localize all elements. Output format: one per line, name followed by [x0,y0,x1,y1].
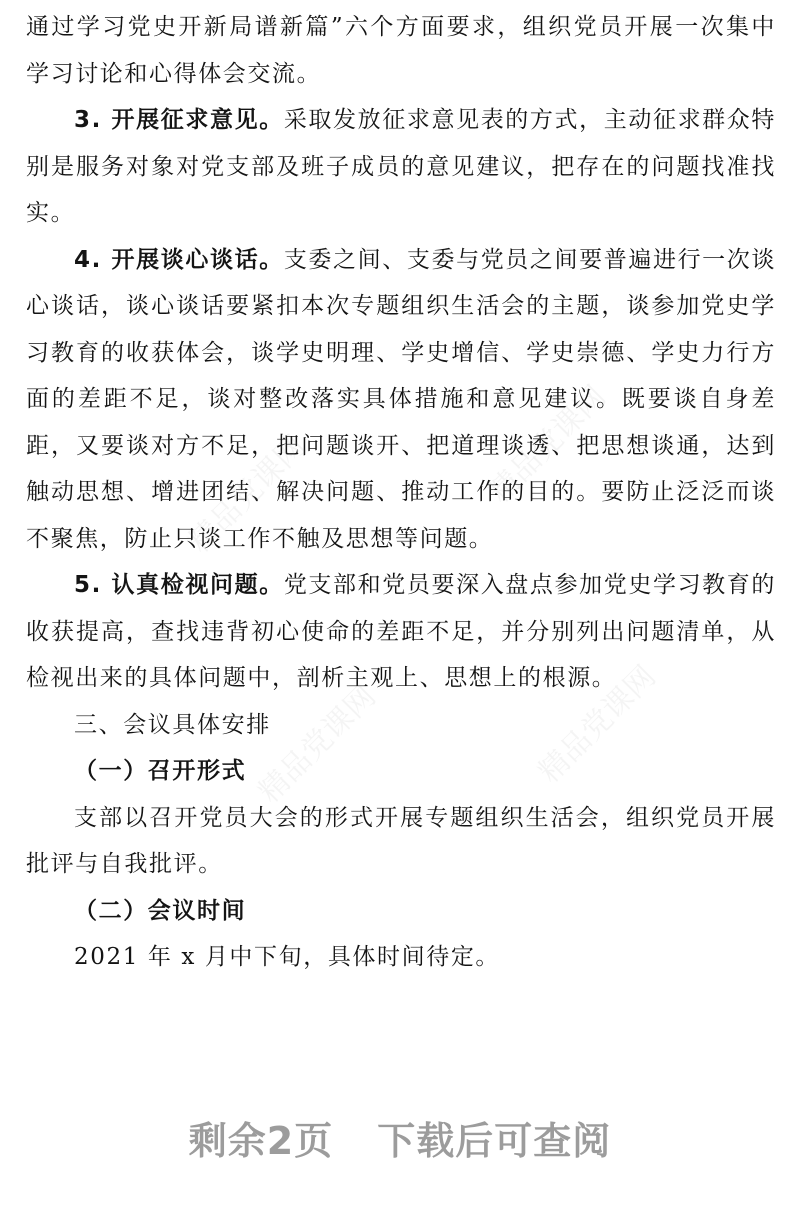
download-hint-label: 下载后可查阅 [377,1119,612,1163]
watermark-mark: 精品党课网 [252,679,383,810]
remaining-pages-label: 剩余2页 [188,1119,334,1163]
document-body [26,4,776,981]
section-3-heading: 三、会议具体安排 [74,711,271,738]
item-3-heading: 3. 开展征求意见。 [74,107,284,133]
paragraph-text: 通过学习党史开新局谱新篇”六个方面要求，组织党员开展一次集中学习讨论和心得体会交流。 [26,14,776,87]
subsection-1-text: 支部以召开党员大会的形式开展专题组织生活会，组织党员开展批评与自我批评。 [26,804,776,877]
subsection-2-text: 2021 年 x 月中下旬，具体时间待定。 [74,944,501,970]
watermark-mark: 精品党课网 [482,379,613,510]
subsection-1-heading: （一）召开形式 [74,758,247,784]
item-5-heading: 5. 认真检视问题。 [74,572,284,598]
item-5-text: 党支部和党员要深入盘点参加党史学习教育的收获提高，查找违背初心使命的差距不足，并分别列出问题清单，从检视出来的具体问题中，剖析主观上、思想上的根源。 [26,572,777,691]
item-4-heading: 4. 开展谈心谈话。 [74,246,284,273]
paragraph-continued [26,4,776,97]
download-footer [0,1110,800,1165]
item-3-text: 采取发放征求意见表的方式，主动征求群众特别是服务对象对党支部及班子成员的意见建议，把存在的问题找准找实。 [26,107,777,226]
paragraph-item-5 [26,562,776,702]
item-4-text: 支委之间、支委与党员之间要普遍进行一次谈心谈话，谈心谈话要紧扣本次专题组织生活会的主题，谈参加党史学习教育的收获体会，谈学史明理、学史增信、学史崇德、学史力行方面的差距不足，谈对整改落实具体措施和意见建议。既要谈自身差距，又要谈对方不足，把问题谈开、把道理谈透、把思想谈通，达到触动思想、增进团结、解决问题、推动工作的目的。要防止泛泛而谈不聚焦，防止只谈工作不触及思想等问题。 [26,246,777,552]
watermark-mark: 精品党课网 [182,429,313,560]
paragraph-item-4 [26,237,776,563]
watermark-mark: 精品党课网 [532,659,663,790]
subsection-2-heading: （二）会议时间 [74,897,247,924]
paragraph-item-3 [26,97,776,237]
